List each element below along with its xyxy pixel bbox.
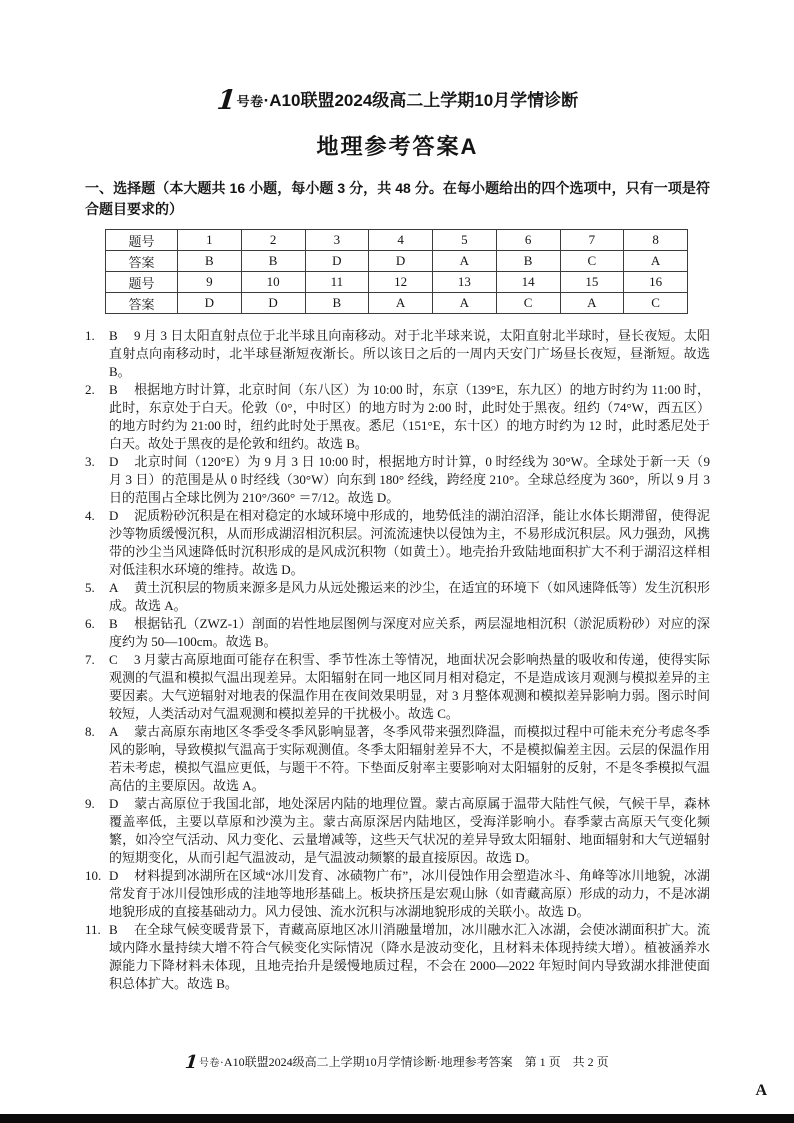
brand-logo-numeral: 1 — [215, 85, 238, 116]
answer-letter-cell: A — [369, 293, 433, 314]
item-text: 材料提到冰湖所在区域“冰川发育、冰碛物广布”，冰川侵蚀作用会塑造冰斗、角峰等冰川地貌，冰湖常发育于冰川侵蚀形成的洼地等地形基础上。板块挤压是宏观山脉（如青藏高原）形成的动力，不是冰湖地貌形成的直接基础动力。风力侵蚀、流水沉积与冰湖地貌形成的关联小。故选 D。 — [109, 868, 710, 919]
question-number-cell: 4 — [369, 230, 433, 251]
row-header-cell: 答案 — [106, 293, 178, 314]
item-number: 4. — [85, 508, 95, 523]
item-text: 在全球气候变暖背景下，青藏高原地区冰川消融量增加，冰川融水汇入冰湖，会使冰湖面积扩大。流域内降水量持续大增不符合气候变化实际情况（降水是波动变化，且材料未体现持续大增）。植被涵养水源能力下降材料未体现，且地壳抬升是缓慢地质过程，不会在 2000—2022 年短时间内导致湖水排泄使面积总体扩大。故选 B。 — [109, 922, 710, 991]
question-number-cell: 3 — [305, 230, 369, 251]
item-number: 6. — [85, 616, 95, 631]
row-header-cell: 答案 — [106, 251, 178, 272]
item-number: 10. — [85, 868, 102, 883]
question-number-cell: 9 — [178, 272, 242, 293]
answer-letter-cell: A — [560, 293, 624, 314]
answer-table — [105, 229, 688, 314]
bottom-bar — [0, 1114, 794, 1123]
item-number: 2. — [85, 382, 95, 397]
answer-letter-cell: C — [560, 251, 624, 272]
explanation-item — [85, 867, 710, 921]
header-brand-line — [85, 85, 710, 116]
item-text: 根据钻孔（ZWZ-1）剖面的岩性地层图例与深度对应关系，两层湿地相沉积（淤泥质粉砂）对应的深度约为 50—100cm。故选 B。 — [109, 616, 710, 649]
item-number: 1. — [85, 328, 95, 343]
question-number-cell: 8 — [624, 230, 688, 251]
explanation-item — [85, 579, 710, 615]
page-footer — [0, 1053, 794, 1073]
answer-letter-cell: D — [178, 293, 242, 314]
footer-brand-logo-text: 号卷 — [198, 1058, 220, 1069]
brand-logo-text: 号卷 — [236, 94, 264, 109]
question-number-cell: 5 — [433, 230, 497, 251]
header-title: ·A10联盟2024级高二上学期10月学情诊断 — [263, 91, 579, 110]
question-number-cell: 10 — [241, 272, 305, 293]
item-text: 蒙古高原东南地区冬季受冬季风影响显著，冬季风带来强烈降温，而模拟过程中可能未充分考虑冬季风的影响，导致模拟气温高于实际观测值。冬季太阳辐射差异不大，不是模拟偏差主因。云层的保温作用若未考虑，模拟气温应更低，与题干不符。下垫面反射率主要影响对太阳辐射的反射，不是冬季模拟气温高估的主要原因。故选 A。 — [109, 724, 710, 793]
item-answer: A — [109, 724, 119, 739]
question-number-cell: 1 — [178, 230, 242, 251]
item-answer: A — [109, 580, 119, 595]
item-number: 8. — [85, 724, 95, 739]
page-title: 地理参考答案A — [316, 134, 479, 159]
item-answer: D — [109, 868, 119, 883]
explanation-item — [85, 327, 710, 381]
row-header-cell: 题号 — [106, 230, 178, 251]
question-number-cell: 11 — [305, 272, 369, 293]
explanation-item — [85, 795, 710, 867]
explanation-item — [85, 651, 710, 723]
answer-letter-cell: D — [369, 251, 433, 272]
header — [85, 85, 710, 161]
item-answer: D — [109, 508, 119, 523]
item-answer: D — [109, 796, 119, 811]
item-text: 北京时间（120°E）为 9 月 3 日 10:00 时，根据地方时计算，0 时经线为 30°W。全球处于新一天（9 月 3 日）的范围是从 0 时经线（30°W）向东到 180° 经线，跨经度 210°。全球总经度为 360°，所以 9 月 3 日的范围占全球比例为 210°/360° ＝7/12。故选 D。 — [109, 454, 710, 505]
explanations-list — [85, 327, 710, 993]
answer-letter-cell: A — [624, 251, 688, 272]
item-text: 9 月 3 日太阳直射点位于北半球且向南移动。对于北半球来说，太阳直射北半球时，昼长夜短。太阳直射点向南移动时，北半球昼渐短夜渐长。所以该日之后的一周内天安门广场昼长夜短，昼渐短。故选 B。 — [109, 328, 710, 379]
question-number-cell: 13 — [433, 272, 497, 293]
item-answer: B — [109, 616, 118, 631]
item-number: 3. — [85, 454, 95, 469]
item-number: 7. — [85, 652, 95, 667]
item-number: 5. — [85, 580, 95, 595]
item-number: 11. — [85, 922, 101, 937]
footer-brand-logo — [184, 1052, 220, 1073]
answer-letter-cell: D — [305, 251, 369, 272]
answer-letter-cell: C — [496, 293, 560, 314]
explanation-item — [85, 615, 710, 651]
answer-letter-cell: C — [624, 293, 688, 314]
item-text: 蒙古高原位于我国北部，地处深居内陆的地理位置。蒙古高原属于温带大陆性气候，气候干旱，森林覆盖率低，主要以草原和沙漠为主。蒙古高原深居内陆地区，受海洋影响小。春季蒙古高原天气变化频繁，如冷空气活动、风力变化、云量增减等，这些天气状况的差异导致太阳辐射、地面辐射和大气逆辐射的短期变化，从而引起气温波动，是气温波动频繁的最直接原因。故选 D。 — [109, 796, 710, 865]
explanation-item — [85, 453, 710, 507]
item-answer: B — [109, 922, 118, 937]
answer-letter-cell: D — [241, 293, 305, 314]
answer-letter-cell: B — [178, 251, 242, 272]
question-number-cell: 7 — [560, 230, 624, 251]
item-text: 泥质粉砂沉积是在相对稳定的水域环境中形成的，地势低洼的湖泊沼泽，能让水体长期滞留，使得泥沙等物质缓慢沉积，从而形成湖沼相沉积层。河流流速快以侵蚀为主，不易形成沉积层。风力强劲，风携带的沙尘当风速降低时沉积形成的是风成沉积物（如黄土）。地壳抬升致陆地面积扩大不利于湖沼这样相对低洼积水环境的维持。故选 D。 — [109, 508, 710, 577]
explanation-item — [85, 507, 710, 579]
item-text: 黄土沉积层的物质来源多是风力从远处搬运来的沙尘，在适宜的环境下（如风速降低等）发生沉积形成。故选 A。 — [109, 580, 710, 613]
explanation-item — [85, 723, 710, 795]
explanation-item — [85, 921, 710, 993]
explanation-item — [85, 381, 710, 453]
section-heading: 一、选择题（本大题共 16 小题，每小题 3 分，共 48 分。在每小题给出的四个选项中，只有一项是符合题目要求的） — [85, 180, 710, 217]
question-number-cell: 16 — [624, 272, 688, 293]
item-number: 9. — [85, 796, 95, 811]
answer-table-row — [106, 272, 688, 293]
brand-logo — [215, 85, 264, 116]
question-number-cell: 6 — [496, 230, 560, 251]
item-answer: B — [109, 328, 118, 343]
answer-table-row — [106, 293, 688, 314]
question-number-cell: 12 — [369, 272, 433, 293]
item-text: 3 月蒙古高原地面可能存在积雪、季节性冻土等情况，地面状况会影响热量的吸收和传递，使得实际观测的气温和模拟气温出现差异。太阳辐射在同一地区同月相对稳定，不是造成该月观测与模拟差异的主要因素。大气逆辐射对地表的保温作用在夜间效果明显，对 3 月整体观测和模拟差异影响力弱。图示时间较短，人类活动对气温观测和模拟差异的干扰极小。故选 C。 — [109, 652, 710, 721]
answer-letter-cell: A — [433, 293, 497, 314]
question-number-cell: 2 — [241, 230, 305, 251]
answer-letter-cell: B — [241, 251, 305, 272]
answer-table-row — [106, 251, 688, 272]
item-text: 根据地方时计算，北京时间（东八区）为 10:00 时，东京（139°E，东九区）的地方时约为 11:00 时，此时，东京处于白天。伦敦（0°，中时区）的地方时为 2:00 时，此时处于黑夜。纽约（74°W，西五区）的地方时约为 21:00 时，纽约此时处于黑夜。悉尼（151°E，东十区）的地方时约为 12 时，此时悉尼处于白天。故处于黑夜的是伦敦和纽约。故选 B。 — [109, 382, 710, 451]
footer-text: ·A10联盟2024级高二上学期10月学情诊断·地理参考答案 第 1 页 共 2 页 — [219, 1055, 609, 1069]
answer-table-row — [106, 230, 688, 251]
item-answer: D — [109, 454, 119, 469]
question-number-cell: 15 — [560, 272, 624, 293]
row-header-cell: 题号 — [106, 272, 178, 293]
item-answer: C — [109, 652, 118, 667]
question-number-cell: 14 — [496, 272, 560, 293]
answer-letter-cell: B — [496, 251, 560, 272]
footer-brand-logo-numeral: 1 — [184, 1052, 200, 1073]
version-label: A — [755, 1082, 767, 1099]
answer-letter-cell: A — [433, 251, 497, 272]
item-answer: B — [109, 382, 118, 397]
answer-letter-cell: B — [305, 293, 369, 314]
